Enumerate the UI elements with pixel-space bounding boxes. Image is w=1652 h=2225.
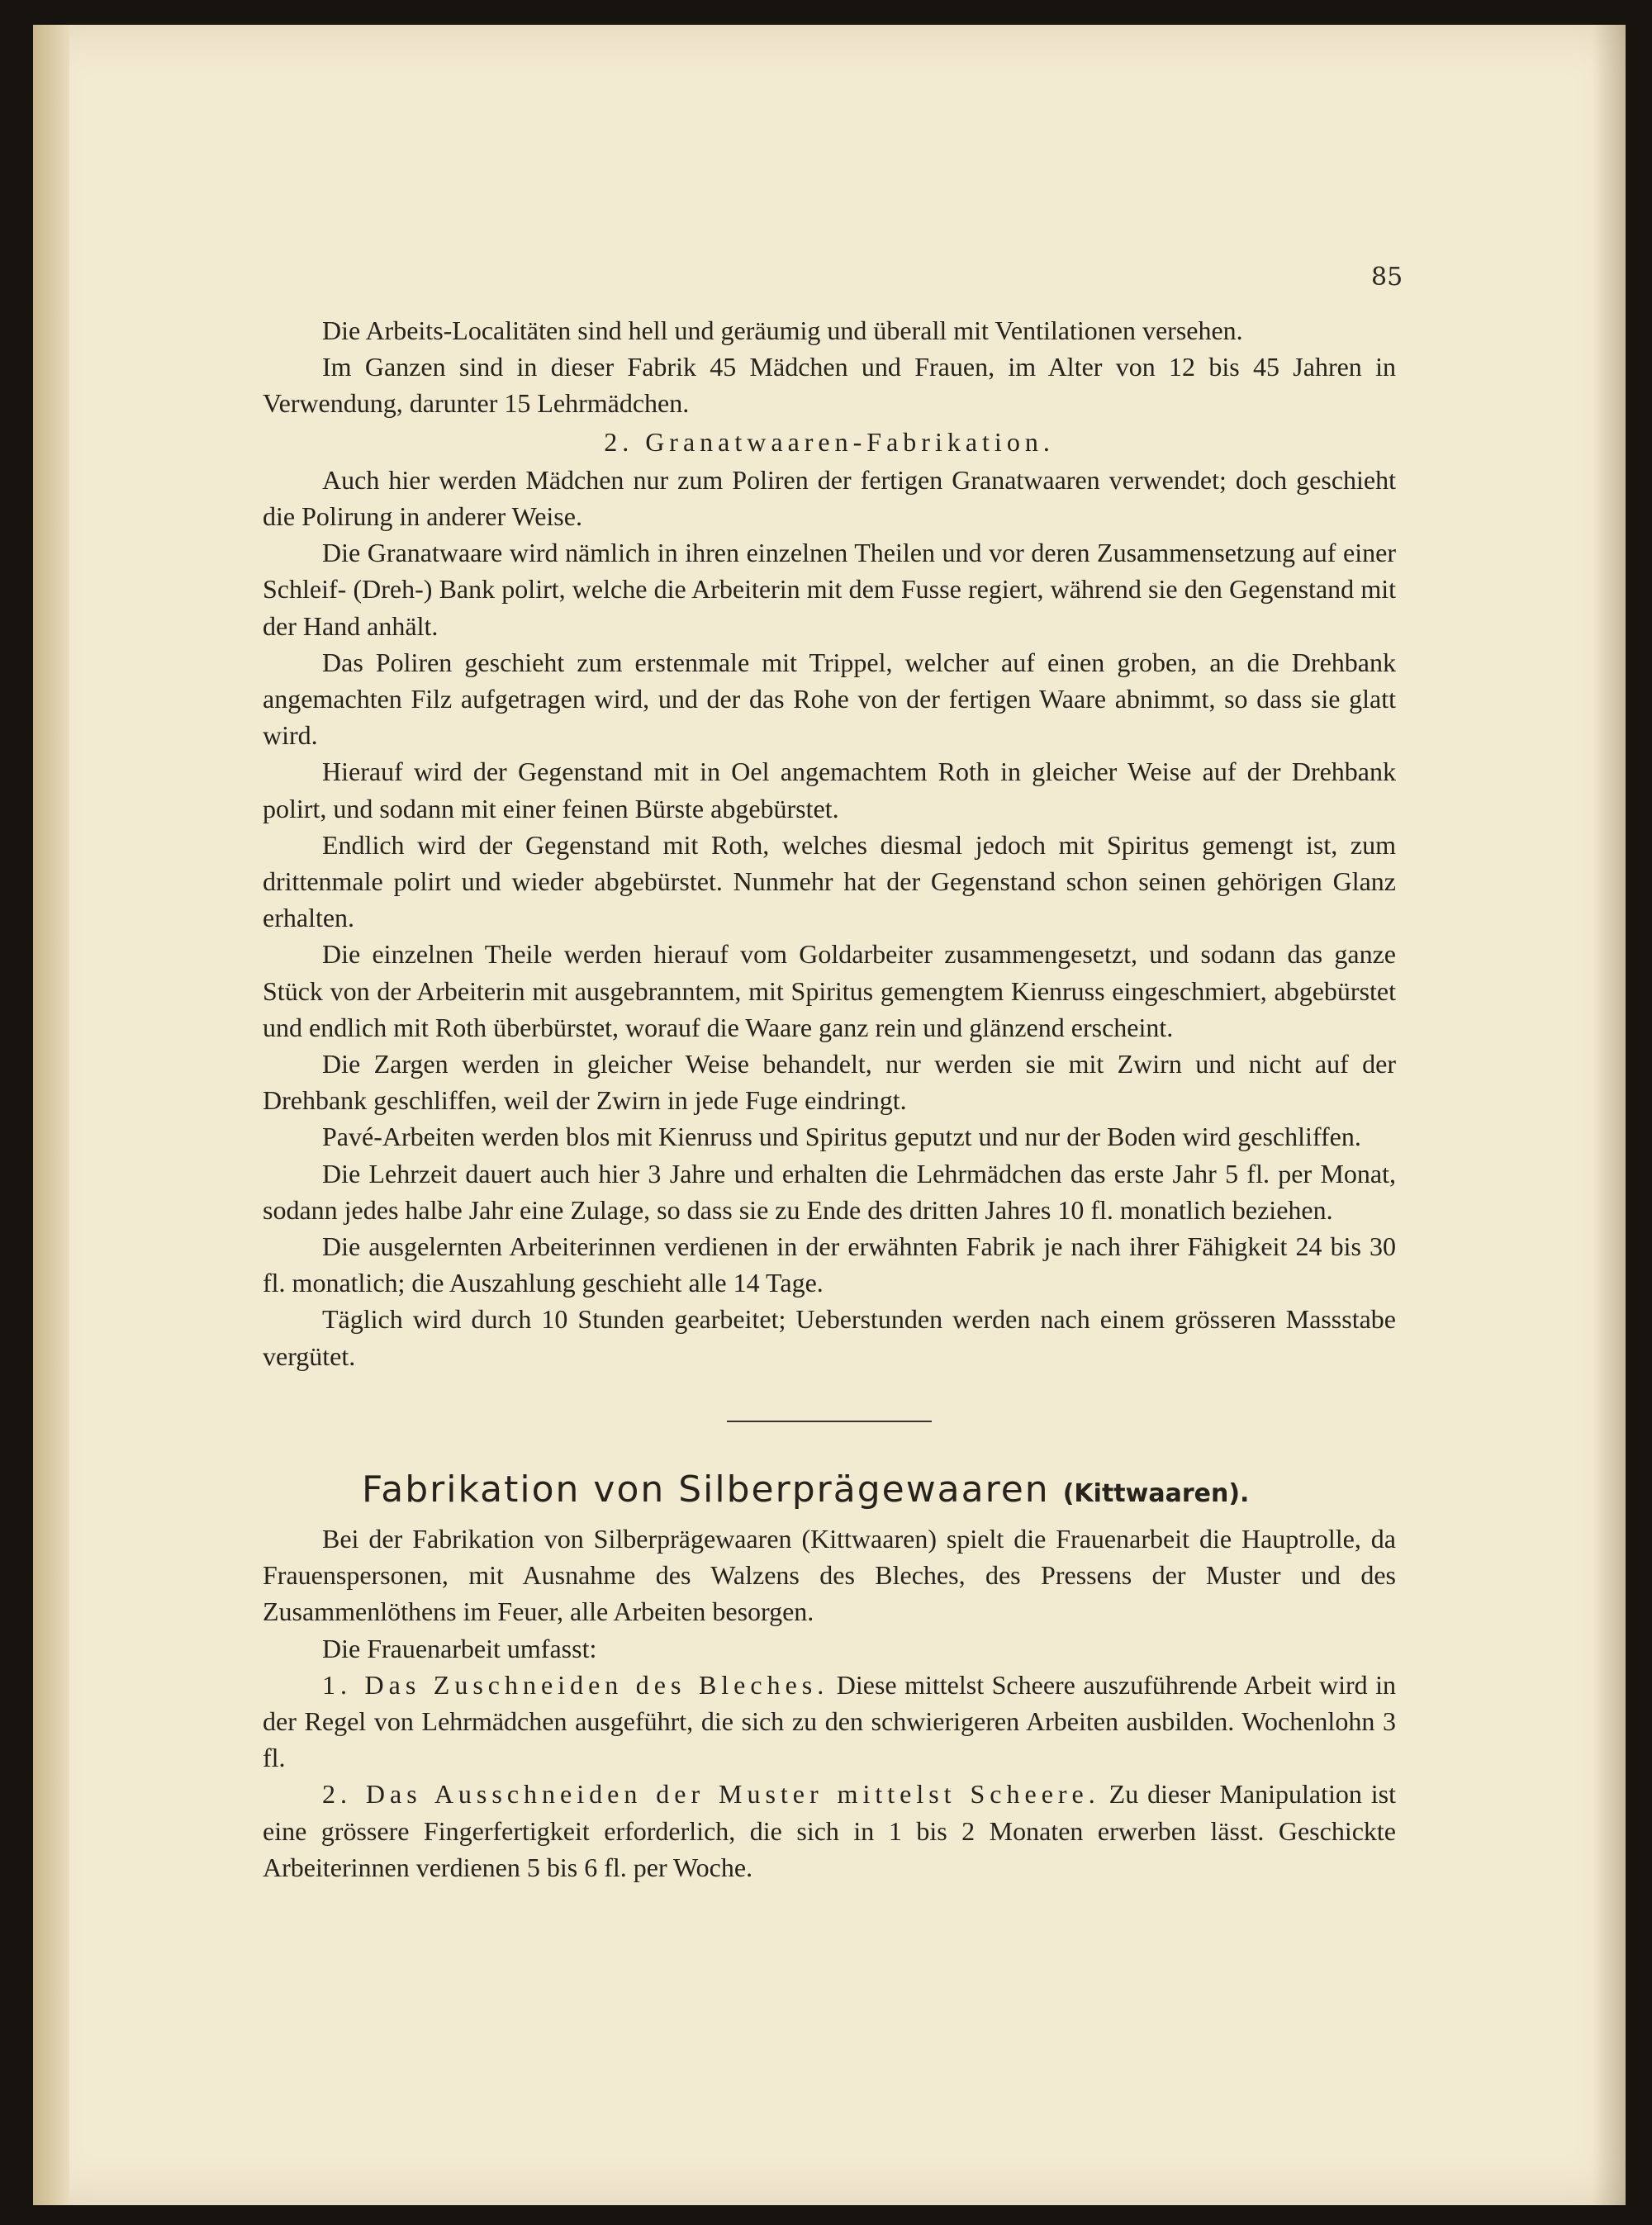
section-title-main: Fabrikation von Silberprägewaaren <box>362 1468 1050 1511</box>
paragraph: Die Lehrzeit dauert auch hier 3 Jahre und erhalten die Lehrmädchen das erste Jahr 5 fl. per Monat, sodann jedes halbe Jahr eine Zulage, so dass sie zu Ende des dritten Jahres 10 fl. monatlich beziehen. <box>263 1158 1396 1225</box>
list-item-text: Diese mittelst Scheere auszuführende Arbeit wird in der Regel von Lehrmädchen ausgeführt, die sich zu den schwierigeren Arbeiten ausbilden. Wochenlohn 3 fl. <box>263 1669 1397 1773</box>
paragraph: Die Frauenarbeit umfasst: <box>322 1633 597 1663</box>
paragraph: Die ausgelernten Arbeiterinnen verdienen in der erwähnten Fabrik je nach ihrer Fähigkeit 24 bis 30 fl. monatlich; die Auszahlung geschieht alle 14 Tage. <box>263 1231 1396 1298</box>
paragraph: Pavé-Arbeiten werden blos mit Kienruss und Spiritus geputzt und nur der Boden wird geschliffen. <box>322 1122 1361 1152</box>
paragraph: Auch hier werden Mädchen nur zum Poliren der fertigen Granatwaaren verwendet; doch geschieht die Polirung in anderer Weise. <box>263 464 1396 532</box>
page-number: 85 <box>1371 263 1403 292</box>
paragraph: Die einzelnen Theile werden hierauf vom Goldarbeiter zusammengesetzt, und sodann das ganze Stück von der Arbeiterin mit ausgebranntem, mit Spiritus gemengtem Kienruss eingeschmiert, abgebürstet und endlich mit Roth überbürstet, worauf die Waare ganz rein und glänzend erscheint. <box>263 939 1396 1042</box>
paragraph: Die Zargen werden in gleicher Weise behandelt, nur werden sie mit Zwirn und nicht auf der Drehbank geschliffen, weil der Zwirn in jede Fuge eindringt. <box>263 1049 1396 1116</box>
section-divider <box>727 1421 932 1422</box>
paragraph: Im Ganzen sind in dieser Fabrik 45 Mädchen und Frauen, im Alter von 12 bis 45 Jahren in Verwendung, darunter 15 Lehrmädchen. <box>263 352 1396 419</box>
book-page <box>33 25 1626 2205</box>
section-title <box>263 1467 1396 1517</box>
subheading: 2. Granatwaaren-Fabrikation. <box>604 426 1055 457</box>
list-item-lead: 1. Das Zuschneiden des Bleches. <box>322 1669 829 1700</box>
list-item <box>263 1776 1396 1886</box>
page-body <box>263 312 1396 1886</box>
page-binding-edge <box>33 25 69 2205</box>
paragraph: Endlich wird der Gegenstand mit Roth, welches diesmal jedoch mit Spiritus gemengt ist, zum drittenmale polirt und wieder abgebürstet. Nunmehr hat der Gegenstand schon seinen gehörigen Glanz erhalten. <box>263 829 1396 933</box>
paragraph: Die Granatwaare wird nämlich in ihren einzelnen Theilen und vor deren Zusammensetzung auf einer Schleif- (Dreh-) Bank polirt, welche die Arbeiterin mit dem Fusse regiert, während sie den Gegenstand mit der Hand anhält. <box>263 538 1396 641</box>
paragraph: Täglich wird durch 10 Stunden gearbeitet; Ueberstunden werden nach einem grösseren Massstabe vergütet. <box>263 1304 1396 1371</box>
paragraph: Die Arbeits-Localitäten sind hell und geräumig und überall mit Ventilationen versehen. <box>322 315 1243 345</box>
list-item-text: Zu dieser Manipulation ist eine grössere Fingerfertigkeit erforderlich, die sich in 1 bis 2 Monaten erwerben lässt. Geschickte Arbeiterinnen verdienen 5 bis 6 fl. per Woche. <box>263 1779 1397 1882</box>
list-item <box>263 1667 1396 1777</box>
paragraph: Bei der Fabrikation von Silberprägewaaren (Kittwaaren) spielt die Frauenarbeit die Hauptrolle, da Frauenspersonen, mit Ausnahme des Walzens des Bleches, des Pressens der Muster und des Zusammenlöthens im Feuer, alle Arbeiten besorgen. <box>263 1523 1396 1627</box>
paragraph: Hierauf wird der Gegenstand mit in Oel angemachtem Roth in gleicher Weise auf der Drehbank polirt, und sodann mit einer feinen Bürste abgebürstet. <box>263 757 1396 823</box>
list-item-lead: 2. Das Ausschneiden der Muster mittelst Scheere. <box>322 1779 1100 1810</box>
page-shadow <box>1593 25 1626 2205</box>
section-title-sub: (Kittwaaren). <box>1062 1478 1250 1508</box>
paragraph: Das Poliren geschieht zum erstenmale mit Trippel, welcher auf einen groben, an die Drehbank angemachten Filz aufgetragen wird, und der das Rohe von der fertigen Waare abnimmt, so dass sie glatt wird. <box>263 647 1396 751</box>
